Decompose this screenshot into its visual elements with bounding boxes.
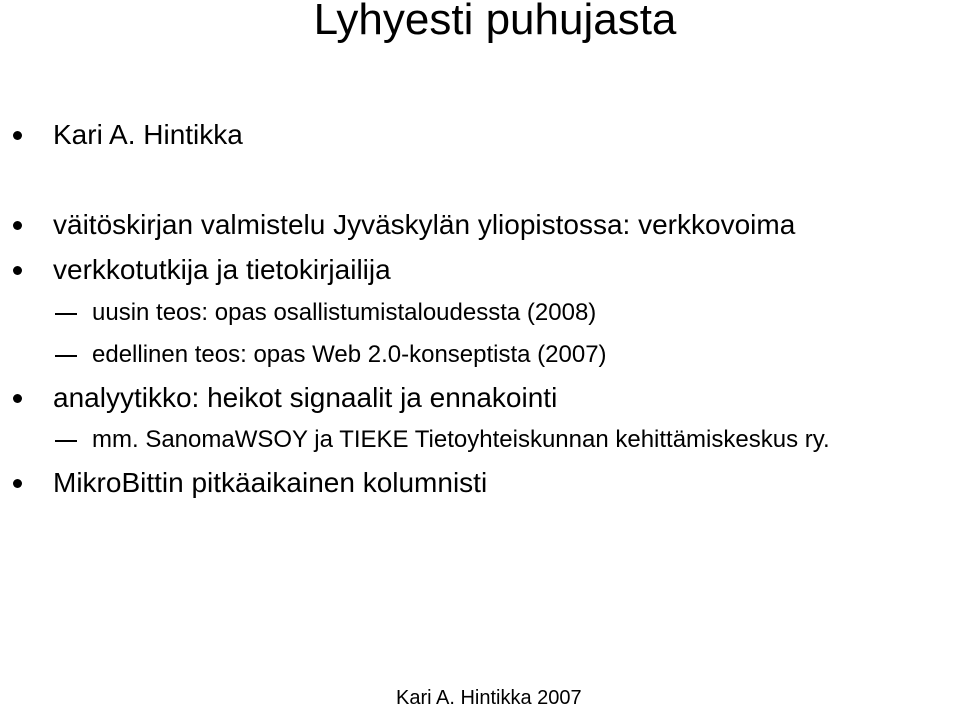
- dash-icon: [55, 355, 77, 357]
- slide-footer: Kari A. Hintikka 2007: [396, 687, 582, 709]
- sub-bullet-item-text: edellinen teos: opas Web 2.0-konseptista (2007): [92, 341, 607, 368]
- bullet-item: [10, 381, 950, 415]
- bullet-dot-icon: [13, 266, 22, 275]
- bullet-dot-icon: [13, 479, 22, 488]
- bullet-item-text: väitöskirjan valmistelu Jyväskylän yliopistossa: verkkovoima: [53, 209, 796, 240]
- bullet-dot-icon: [13, 394, 22, 403]
- bullet-item: [10, 208, 950, 242]
- bullet-item: [10, 253, 950, 287]
- slide-title: Lyhyesti puhujasta: [313, 0, 677, 44]
- bullet-dot-icon: [13, 221, 22, 230]
- bullet-item: [10, 118, 950, 152]
- bullet-item-text: MikroBittin pitkäaikainen kolumnisti: [53, 467, 488, 498]
- sub-bullet-item-text: uusin teos: opas osallistumistaloudessta (2008): [92, 299, 597, 326]
- bullet-dot-icon: [13, 131, 22, 140]
- sub-bullet-item: [0, 425, 960, 455]
- bullet-item-text: Kari A. Hintikka: [53, 119, 243, 150]
- sub-bullet-item: [0, 340, 950, 370]
- sub-bullet-item-text: mm. SanomaWSOY ja TIEKE Tietoyhteiskunnan kehittämiskeskus ry.: [92, 426, 830, 453]
- bullet-item-text: analyytikko: heikot signaalit ja ennakointi: [53, 382, 558, 413]
- bullet-item: [10, 466, 950, 500]
- dash-icon: [55, 440, 77, 442]
- bullet-item-text: verkkotutkija ja tietokirjailija: [53, 254, 391, 285]
- dash-icon: [55, 313, 77, 315]
- sub-bullet-item: [0, 298, 950, 328]
